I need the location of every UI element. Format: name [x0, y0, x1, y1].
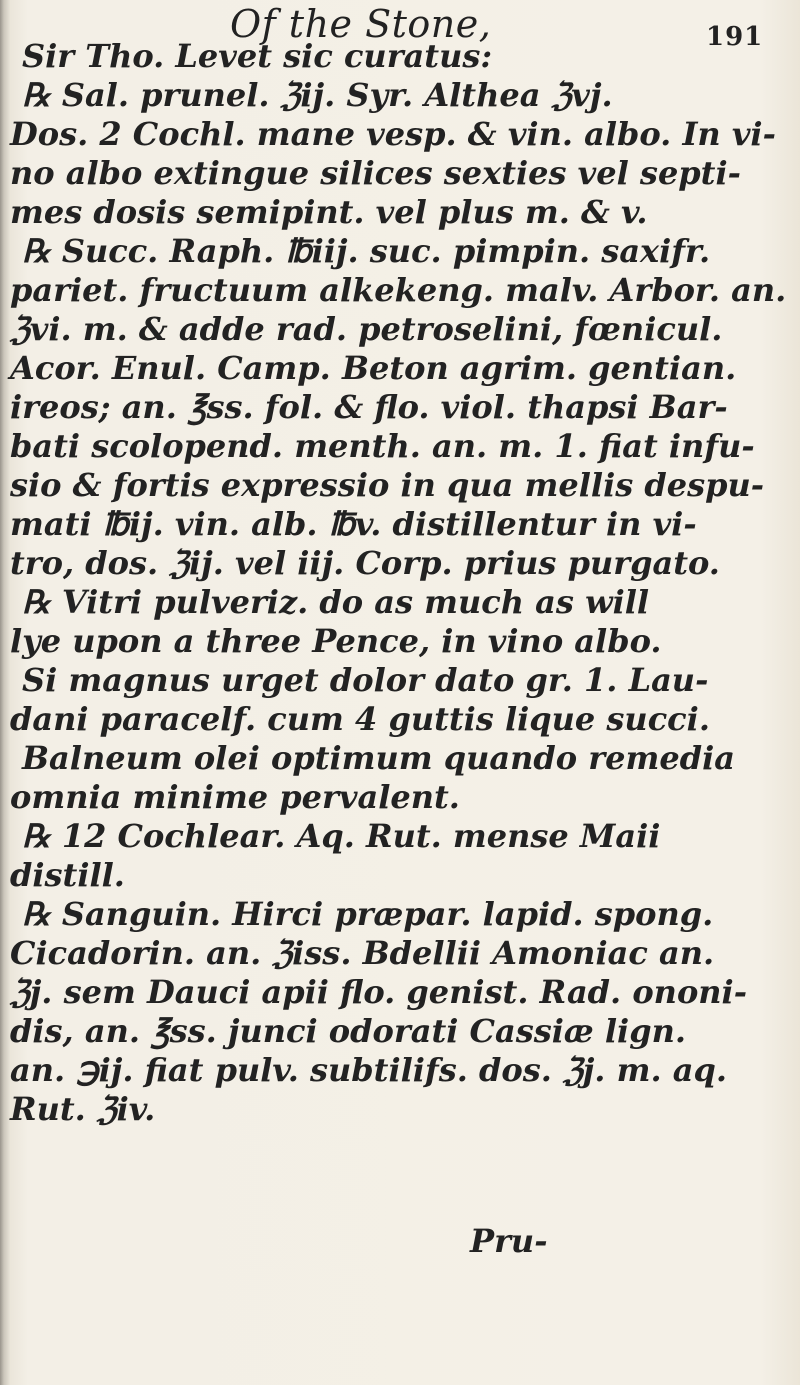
running-head: Of the Stone, — [230, 2, 492, 46]
text-line: ℞ Sal. prunel. ℨij. Syr. Althea ℨvj. — [22, 76, 613, 114]
text-line: ℞ Vitri pulveriz. do as much as will — [22, 583, 650, 621]
text-line: distill. — [10, 856, 125, 894]
text-line: mati ℔ij. vin. alb. ℔v. distillentur in vi- — [10, 505, 697, 543]
text-line: ℨj. sem Dauci apii flo. genist. Rad. ononi- — [10, 973, 747, 1011]
page-number: 191 — [706, 22, 764, 52]
text-line: Si magnus urget dolor dato gr. 1. Lau- — [22, 661, 709, 699]
text-line: no albo extingue silices sexties vel septi- — [10, 154, 741, 192]
text-line: ℞ Succ. Raph. ℔iij. suc. pimpin. saxifr. — [22, 232, 711, 270]
text-line: omnia minime pervalent. — [10, 778, 460, 816]
text-line: ℞ Sanguin. Hirci præpar. lapid. spong. — [22, 895, 714, 933]
text-line: Sir Tho. Levet sic curatus: — [22, 37, 493, 75]
text-line: dani paracelf. cum 4 guttis lique succi. — [10, 700, 710, 738]
text-line: an. ℈ij. fiat pulv. subtilifs. dos. ℨj. m. aq. — [10, 1051, 727, 1089]
text-line: Balneum olei optimum quando remedia — [22, 739, 735, 777]
text-line: pariet. fructuum alkekeng. malv. Arbor. an. — [10, 271, 787, 309]
text-line: ℨvi. m. & adde rad. petroselini, fœnicul. — [10, 310, 723, 348]
text-line: tro, dos. ℨij. vel iij. Corp. prius purgato. — [10, 544, 720, 582]
text-line: ireos; an. ℥ss. fol. & flo. viol. thapsi Bar- — [10, 388, 728, 426]
text-line: lye upon a three Pence, in vino albo. — [10, 622, 662, 660]
text-line: Acor. Enul. Camp. Beton agrim. gentian. — [10, 349, 737, 387]
text-line: mes dosis semipint. vel plus m. & v. — [10, 193, 648, 231]
text-line: ℞ 12 Cochlear. Aq. Rut. mense Maii — [22, 817, 661, 855]
text-line: Dos. 2 Cochl. mane vesp. & vin. albo. In vi- — [10, 115, 776, 153]
text-line: dis, an. ℥ss. junci odorati Cassiæ lign. — [10, 1012, 686, 1050]
catchword: Pru- — [470, 1222, 548, 1260]
text-line: sio & fortis expressio in qua mellis despu- — [10, 466, 765, 504]
text-line: bati scolopend. menth. an. m. 1. fiat infu- — [10, 427, 755, 465]
text-line: Rut. ℨiv. — [10, 1090, 156, 1128]
text-line: Cicadorin. an. ℨiss. Bdellii Amoniac an. — [10, 934, 715, 972]
